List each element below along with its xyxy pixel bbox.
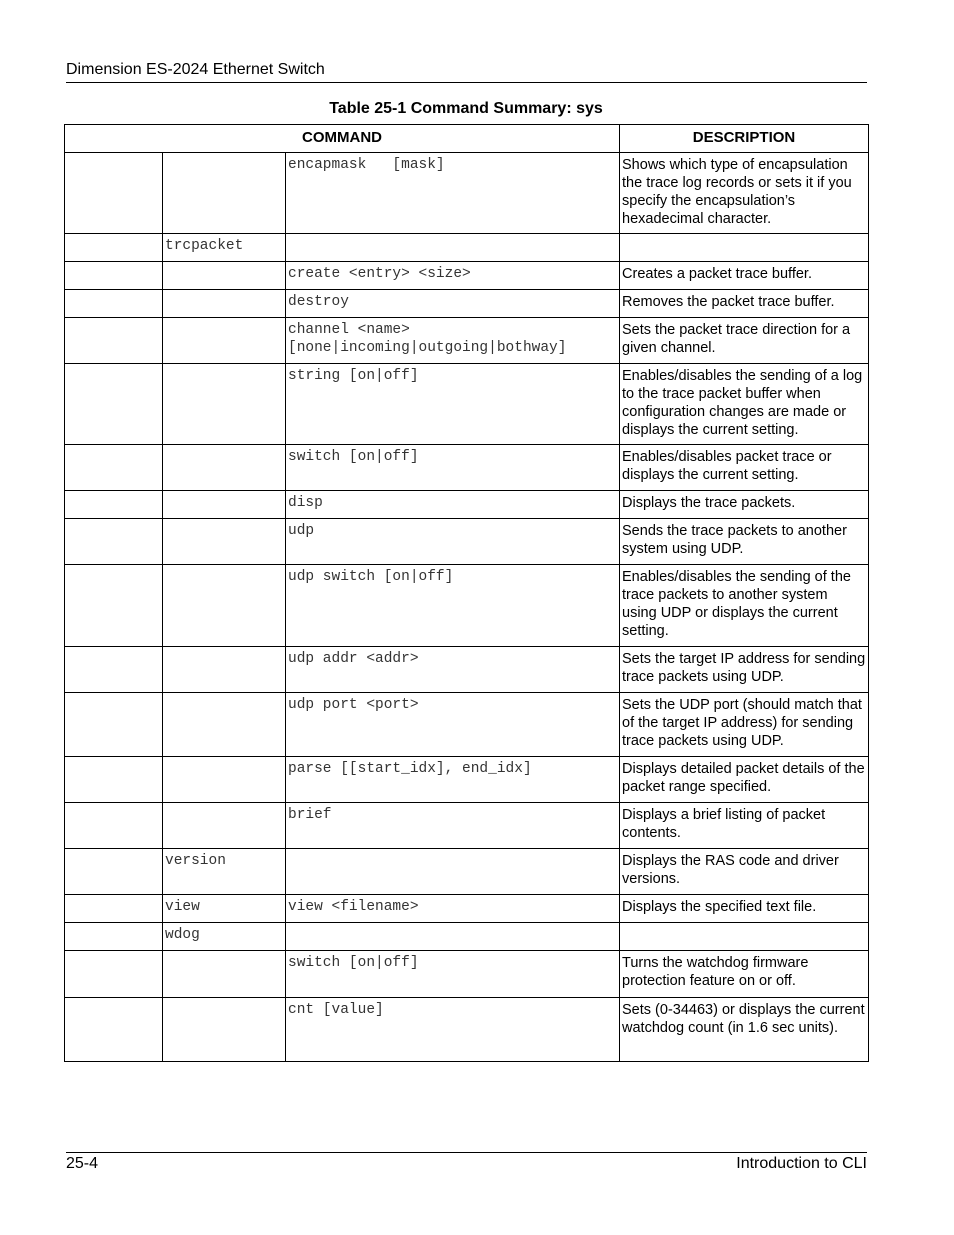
command-level-1-cell xyxy=(65,647,163,693)
footer-section-title: Introduction to CLI xyxy=(736,1155,867,1172)
command-level-3-cell: create <entry> <size> xyxy=(286,262,620,290)
table-caption: Table 25-1 Command Summary: sys xyxy=(329,100,603,117)
table-row xyxy=(65,290,869,318)
command-level-1-cell xyxy=(65,849,163,895)
command-level-2-cell xyxy=(163,693,286,757)
command-level-3-cell: disp xyxy=(286,491,620,519)
description-cell xyxy=(620,234,869,262)
command-level-3-cell: switch [on|off] xyxy=(286,951,620,998)
command-level-2-cell xyxy=(163,262,286,290)
page-number: 25-4 xyxy=(66,1155,99,1172)
description-cell: Shows which type of encapsulation the trace log records or sets it if you specify the encapsulation’s hexadecimal character. xyxy=(620,153,869,234)
table-row xyxy=(65,445,869,491)
table-row xyxy=(65,803,869,849)
description-cell xyxy=(620,923,869,951)
command-level-3-cell: switch [on|off] xyxy=(286,445,620,491)
table-row xyxy=(65,923,869,951)
command-level-2-cell xyxy=(163,491,286,519)
command-level-2-cell xyxy=(163,998,286,1062)
command-level-3-cell xyxy=(286,234,620,262)
command-level-1-cell xyxy=(65,290,163,318)
command-level-2-cell xyxy=(163,519,286,565)
column-header-command: COMMAND xyxy=(65,125,620,153)
table-row xyxy=(65,153,869,234)
command-level-2-cell xyxy=(163,565,286,647)
table-header-row xyxy=(65,125,869,153)
table-row xyxy=(65,693,869,757)
command-level-2-cell xyxy=(163,803,286,849)
command-level-3-cell: udp xyxy=(286,519,620,565)
command-level-1-cell xyxy=(65,693,163,757)
table-row xyxy=(65,491,869,519)
table-body xyxy=(65,153,869,1062)
command-level-2-cell xyxy=(163,290,286,318)
table-row xyxy=(65,951,869,998)
table-row xyxy=(65,234,869,262)
command-level-1-cell xyxy=(65,445,163,491)
command-level-3-cell: udp addr <addr> xyxy=(286,647,620,693)
command-level-3-cell: view <filename> xyxy=(286,895,620,923)
command-level-2-cell: view xyxy=(163,895,286,923)
table-row xyxy=(65,849,869,895)
description-cell: Creates a packet trace buffer. xyxy=(620,262,869,290)
document-title: Dimension ES-2024 Ethernet Switch xyxy=(66,61,325,78)
description-cell: Displays the trace packets. xyxy=(620,491,869,519)
command-level-3-cell xyxy=(286,923,620,951)
command-level-1-cell xyxy=(65,153,163,234)
command-level-1-cell xyxy=(65,234,163,262)
command-level-2-cell: version xyxy=(163,849,286,895)
table-row xyxy=(65,262,869,290)
table-row xyxy=(65,998,869,1062)
description-cell: Sets (0-34463) or displays the current watchdog count (in 1.6 sec units). xyxy=(620,998,869,1062)
command-level-3-cell: encapmask [mask] xyxy=(286,153,620,234)
command-level-3-cell: parse [[start_idx], end_idx] xyxy=(286,757,620,803)
command-level-3-cell xyxy=(286,849,620,895)
description-cell: Removes the packet trace buffer. xyxy=(620,290,869,318)
command-level-2-cell xyxy=(163,364,286,445)
command-level-1-cell xyxy=(65,757,163,803)
table-row xyxy=(65,757,869,803)
description-cell: Sends the trace packets to another system using UDP. xyxy=(620,519,869,565)
command-level-1-cell xyxy=(65,895,163,923)
description-cell: Displays the specified text file. xyxy=(620,895,869,923)
description-cell: Sets the target IP address for sending trace packets using UDP. xyxy=(620,647,869,693)
command-level-2-cell xyxy=(163,647,286,693)
description-cell: Displays a brief listing of packet contents. xyxy=(620,803,869,849)
command-level-3-cell: udp switch [on|off] xyxy=(286,565,620,647)
command-level-1-cell xyxy=(65,364,163,445)
description-cell: Turns the watchdog firmware protection feature on or off. xyxy=(620,951,869,998)
command-level-2-cell xyxy=(163,757,286,803)
table-row xyxy=(65,895,869,923)
command-level-2-cell xyxy=(163,445,286,491)
command-level-1-cell xyxy=(65,318,163,364)
description-cell: Sets the UDP port (should match that of the target IP address) for sending trace packets using UDP. xyxy=(620,693,869,757)
description-cell: Sets the packet trace direction for a given channel. xyxy=(620,318,869,364)
table-row xyxy=(65,647,869,693)
description-cell: Enables/disables the sending of the trace packets to another system using UDP or displays the current setting. xyxy=(620,565,869,647)
command-level-1-cell xyxy=(65,491,163,519)
command-summary-table xyxy=(64,124,869,1062)
command-level-2-cell: trcpacket xyxy=(163,234,286,262)
description-cell: Enables/disables packet trace or displays the current setting. xyxy=(620,445,869,491)
table-row xyxy=(65,519,869,565)
page-header xyxy=(66,60,867,83)
command-level-3-cell: cnt [value] xyxy=(286,998,620,1062)
command-level-1-cell xyxy=(65,923,163,951)
command-level-1-cell xyxy=(65,262,163,290)
command-level-3-cell: brief xyxy=(286,803,620,849)
command-level-1-cell xyxy=(65,519,163,565)
command-level-1-cell xyxy=(65,951,163,998)
command-level-2-cell xyxy=(163,318,286,364)
command-level-1-cell xyxy=(65,998,163,1062)
command-level-3-cell: string [on|off] xyxy=(286,364,620,445)
command-level-2-cell: wdog xyxy=(163,923,286,951)
table-row xyxy=(65,364,869,445)
command-level-2-cell xyxy=(163,951,286,998)
description-cell: Displays detailed packet details of the packet range specified. xyxy=(620,757,869,803)
command-level-1-cell xyxy=(65,565,163,647)
command-level-1-cell xyxy=(65,803,163,849)
description-cell: Displays the RAS code and driver versions. xyxy=(620,849,869,895)
command-level-3-cell: udp port <port> xyxy=(286,693,620,757)
description-cell: Enables/disables the sending of a log to the trace packet buffer when configuration changes are made or displays the current setting. xyxy=(620,364,869,445)
command-level-3-cell: channel <name> [none|incoming|outgoing|bothway] xyxy=(286,318,620,364)
command-level-3-cell: destroy xyxy=(286,290,620,318)
table-row xyxy=(65,565,869,647)
column-header-description: DESCRIPTION xyxy=(620,125,869,153)
table-row xyxy=(65,318,869,364)
command-level-2-cell xyxy=(163,153,286,234)
page-footer xyxy=(66,1152,867,1176)
